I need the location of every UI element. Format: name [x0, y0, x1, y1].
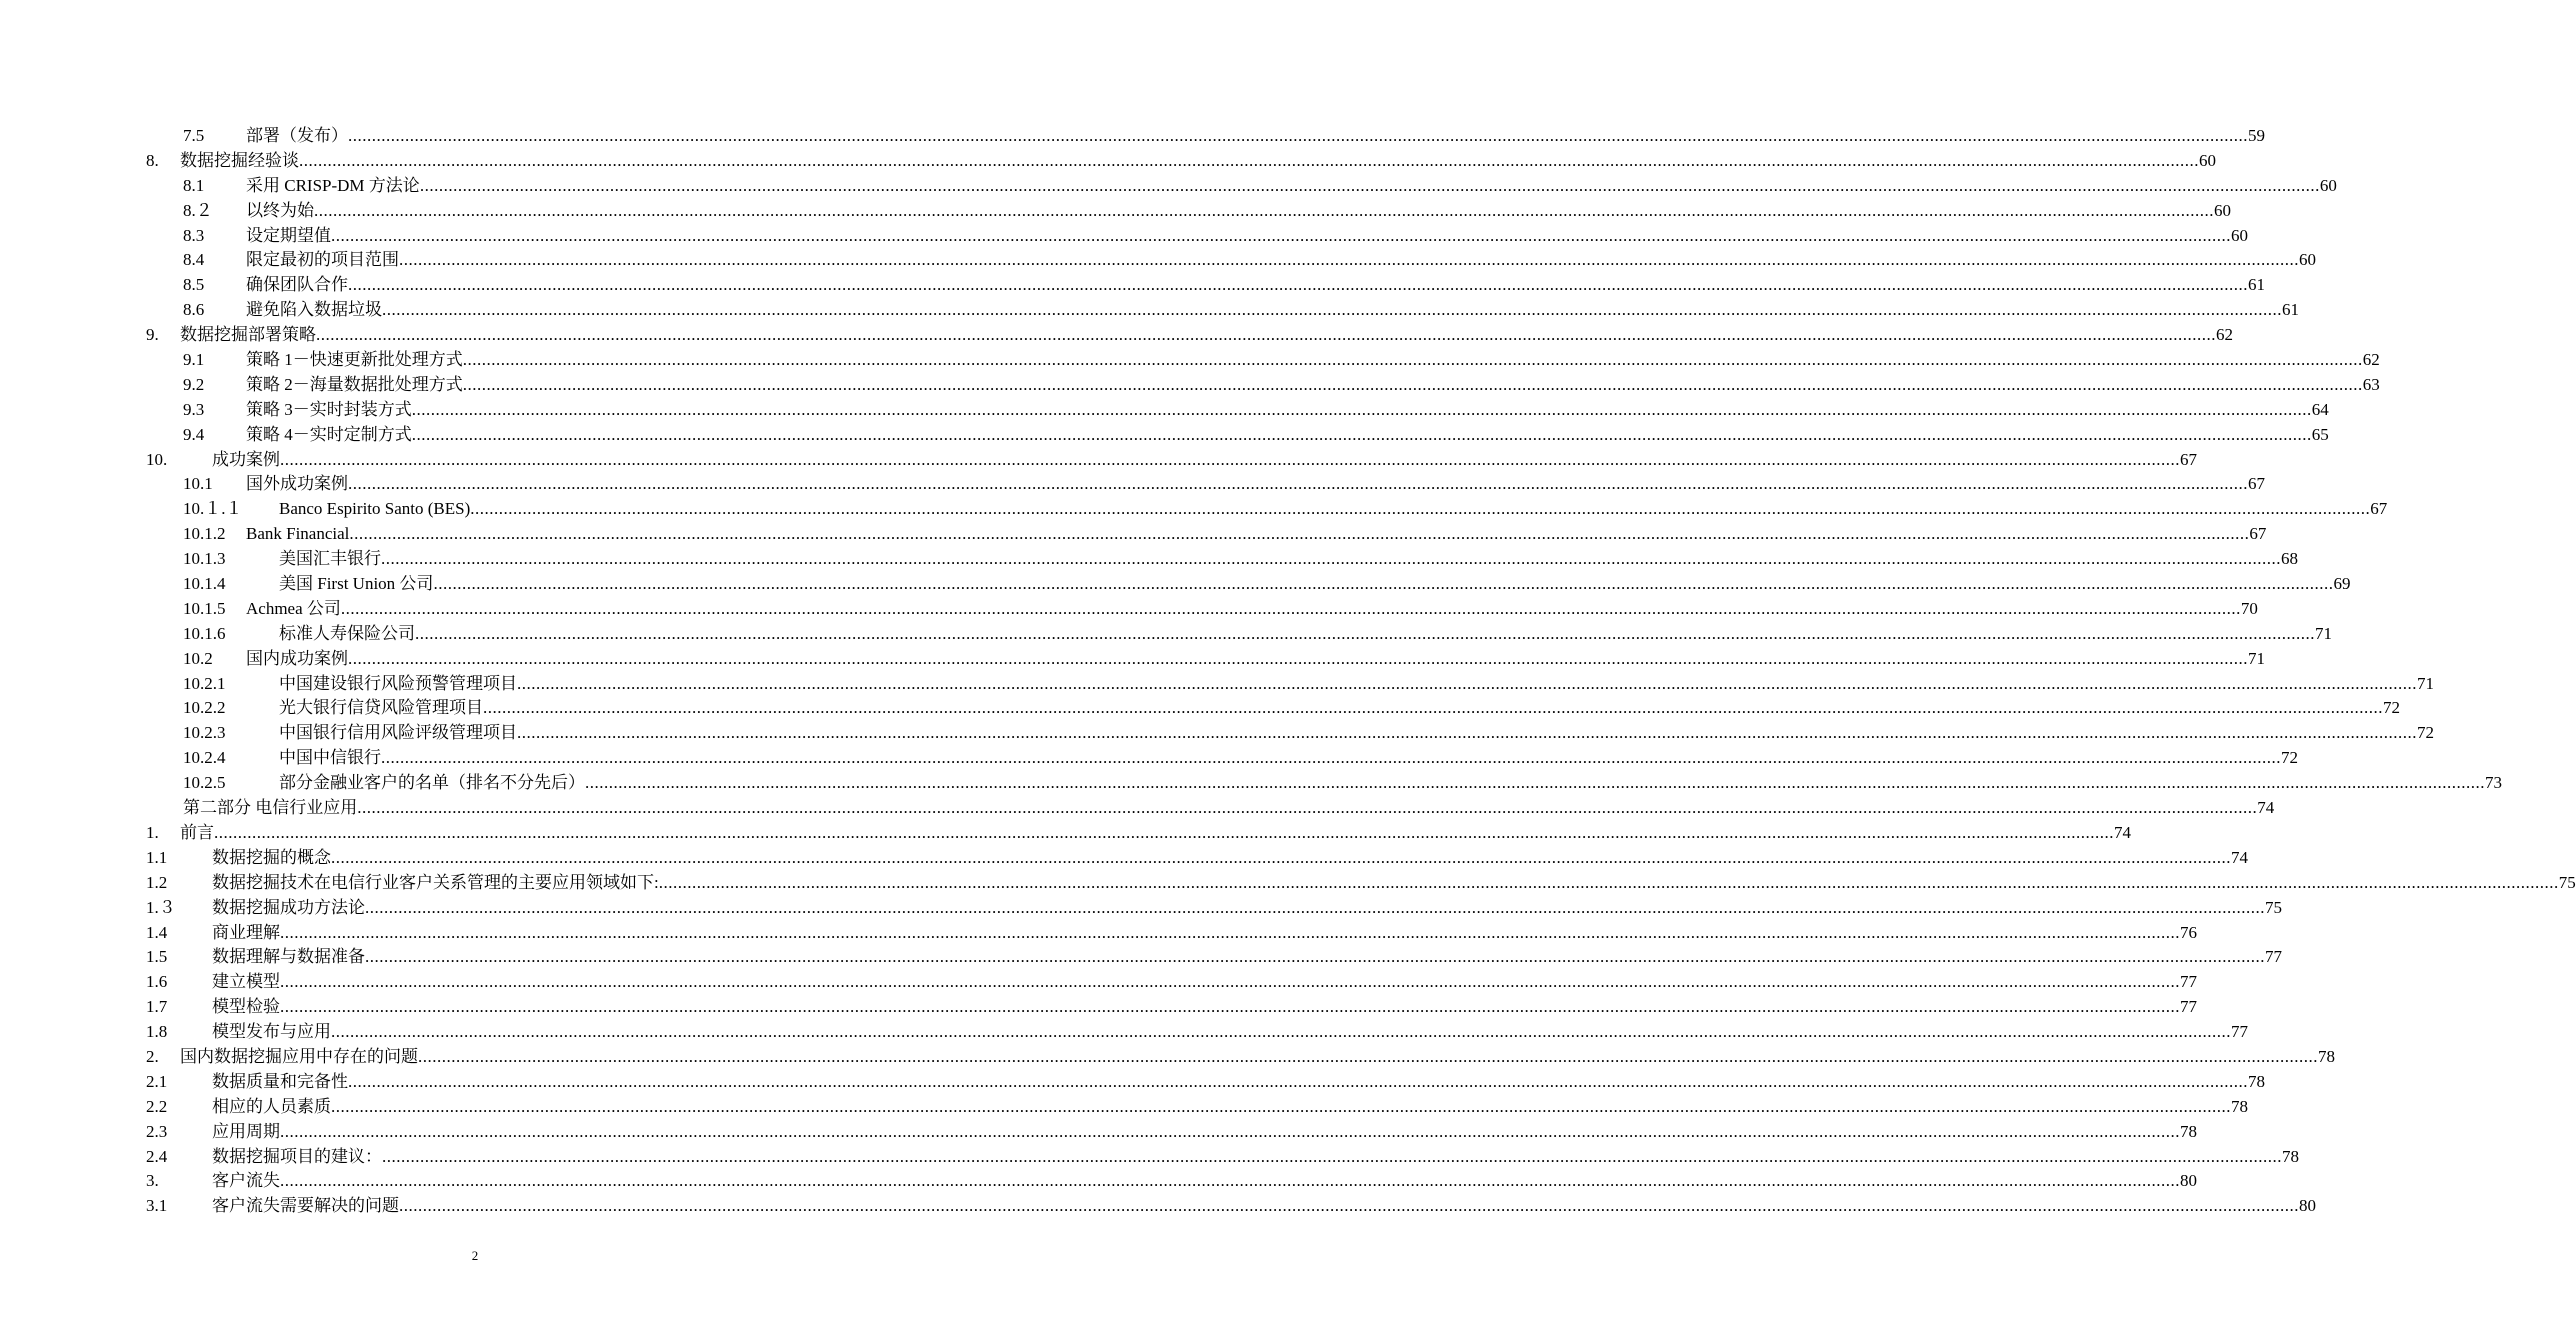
toc-entry-line — [212, 1120, 2197, 1145]
toc-entry-line — [180, 149, 2216, 174]
toc-entry-number: 8.6 — [183, 300, 205, 320]
toc-entry-page: 74 — [2114, 822, 2131, 842]
toc-entry-title: 国外成功案例 — [246, 474, 348, 494]
toc-entry-page: 60 — [2231, 225, 2248, 245]
toc-entry-number: 9.4 — [183, 424, 205, 444]
dot-leader: ................................................................................................................................................................................................................................................................................................................................................................................................................ — [348, 126, 2248, 145]
toc-entry-title: 中国中信银行 — [279, 748, 381, 768]
dot-leader: ................................................................................................................................................................................................................................................................................................................................................................................................................ — [483, 698, 2383, 718]
dot-leader: ................................................................................................................................................................................................................................................................................................................................................................................................................ — [331, 847, 2231, 867]
dot-leader: ................................................................................................................................................................................................................................................................................................................................................................................................................ — [470, 499, 2371, 519]
toc-entry-title: 应用周期 — [212, 1121, 280, 1141]
toc-entry[interactable] — [0, 1194, 2316, 1219]
toc-entry[interactable] — [0, 224, 2248, 249]
dot-leader: ................................................................................................................................................................................................................................................................................................................................................................................................................ — [399, 250, 2299, 270]
toc-entry-number: 10.1.3 — [183, 549, 226, 569]
toc-entry[interactable] — [0, 1045, 2335, 1070]
dot-leader: ................................................................................................................................................................................................................................................................................................................................................................................................................ — [365, 897, 2265, 917]
toc-entry-title: 策略 4－实时定制方式 — [246, 424, 412, 444]
toc-entry-page: 60 — [2299, 250, 2316, 270]
toc-entry[interactable] — [0, 472, 2265, 497]
toc-entry[interactable] — [0, 771, 2502, 796]
toc-entry-line — [212, 1070, 2265, 1095]
toc-entry-number: 1.7 — [146, 997, 168, 1017]
toc-entry-page: 74 — [2257, 798, 2275, 818]
toc-entry-line — [279, 721, 2434, 746]
toc-entry[interactable] — [0, 746, 2298, 771]
toc-entry-title: 建立模型 — [212, 972, 280, 992]
toc-entry[interactable] — [0, 199, 2231, 224]
toc-entry-line — [212, 995, 2197, 1020]
dot-leader: ................................................................................................................................................................................................................................................................................................................................................................................................................ — [280, 922, 2180, 942]
toc-entry-number: 10.1.5 — [183, 598, 226, 618]
toc-entry-page: 78 — [2180, 1121, 2197, 1141]
toc-entry[interactable] — [0, 298, 2299, 323]
toc-entry-title: 前言 — [180, 822, 214, 842]
dot-leader: ................................................................................................................................................................................................................................................................................................................................................................................................................ — [658, 872, 2559, 892]
dot-leader: ................................................................................................................................................................................................................................................................................................................................................................................................................ — [348, 474, 2248, 494]
toc-entry[interactable] — [0, 497, 2388, 522]
toc-entry-title: 光大银行信贷风险管理项目 — [279, 698, 483, 718]
toc-entry-title: 第二部分 电信行业应用 — [183, 798, 358, 818]
toc-entry-line — [212, 1095, 2248, 1120]
toc-entry-line — [279, 746, 2298, 771]
dot-leader: ................................................................................................................................................................................................................................................................................................................................................................................................................ — [348, 1071, 2248, 1091]
dot-leader: ................................................................................................................................................................................................................................................................................................................................................................................................................ — [382, 1146, 2282, 1166]
dot-leader: ................................................................................................................................................................................................................................................................................................................................................................................................................ — [517, 723, 2417, 743]
toc-entry[interactable] — [0, 1145, 2299, 1170]
toc-entry-line — [212, 846, 2248, 871]
toc-entry-title: 数据挖掘技术在电信行业客户关系管理的主要应用领域如下: — [212, 872, 659, 892]
dot-leader: ................................................................................................................................................................................................................................................................................................................................................................................................................ — [280, 449, 2180, 469]
toc-entry[interactable] — [0, 871, 2576, 896]
toc-entry-title: 国内成功案例 — [246, 648, 348, 668]
dot-leader: ................................................................................................................................................................................................................................................................................................................................................................................................................ — [419, 175, 2320, 195]
dot-leader: ................................................................................................................................................................................................................................................................................................................................................................................................................ — [314, 200, 2214, 220]
toc-entry-page: 67 — [2180, 449, 2197, 469]
toc-entry-number: 9.3 — [183, 399, 205, 419]
toc-entry[interactable] — [0, 547, 2298, 572]
dot-leader: ................................................................................................................................................................................................................................................................................................................................................................................................................ — [280, 1121, 2180, 1141]
page-number: 2 — [471, 1248, 479, 1263]
toc-entry-line — [246, 174, 2337, 199]
toc-entry-title: 成功案例 — [212, 449, 280, 469]
dot-leader: ................................................................................................................................................................................................................................................................................................................................................................................................................ — [348, 275, 2248, 295]
toc-entry[interactable] — [0, 622, 2332, 647]
dot-leader: ................................................................................................................................................................................................................................................................................................................................................................................................................ — [280, 1171, 2180, 1191]
toc-entry[interactable] — [0, 448, 2197, 473]
toc-entry-line — [246, 348, 2380, 373]
toc-entry-number: 10.2.1 — [183, 673, 226, 693]
toc-entry[interactable] — [0, 398, 2329, 423]
toc-entry[interactable] — [0, 373, 2380, 398]
dot-leader: ................................................................................................................................................................................................................................................................................................................................................................................................................ — [433, 574, 2334, 594]
toc-entry[interactable] — [0, 572, 2351, 597]
toc-entry-line — [246, 522, 2267, 547]
toc-entry[interactable] — [0, 323, 2233, 348]
toc-entry-line — [279, 771, 2502, 796]
toc-entry-number: 8.1 — [183, 175, 205, 195]
toc-entry-title: 客户流失需要解决的问题 — [212, 1196, 399, 1216]
toc-entry-line — [180, 1045, 2335, 1070]
toc-entry-title: 数据挖掘经验谈 — [180, 150, 299, 170]
toc-entry-title: 采用 CRISP-DM 方法论 — [246, 175, 420, 195]
toc-entry[interactable] — [0, 821, 2131, 846]
toc-entry-title: 中国银行信用风险评级管理项目 — [279, 723, 517, 743]
toc-entry-page: 77 — [2180, 972, 2197, 992]
toc-entry-page: 60 — [2199, 150, 2216, 170]
toc-entry-number: 10.2.3 — [183, 723, 226, 743]
toc-entry-title: 部署（发布） — [246, 126, 348, 145]
toc-entry-line — [246, 224, 2248, 249]
dot-leader: ................................................................................................................................................................................................................................................................................................................................................................................................................ — [331, 225, 2231, 245]
toc-entry-number: 1.1 — [146, 847, 168, 867]
toc-entry-line — [279, 622, 2332, 647]
toc-entry-line — [279, 672, 2434, 697]
toc-entry-page: 70 — [2240, 598, 2258, 618]
toc-entry-line — [212, 1020, 2248, 1045]
toc-entry-page: 74 — [2231, 847, 2248, 867]
toc-entry-title: Bank Financial — [246, 524, 350, 544]
toc-entry-number: 8.4 — [183, 250, 205, 270]
toc-entry-line — [246, 423, 2329, 448]
toc-entry-page: 77 — [2231, 1022, 2248, 1042]
toc-entry-line — [212, 1194, 2316, 1219]
toc-entry-page: 77 — [2265, 947, 2282, 967]
toc-entry[interactable] — [0, 696, 2400, 721]
dot-leader: ................................................................................................................................................................................................................................................................................................................................................................................................................ — [381, 549, 2281, 569]
toc-entry-page: 68 — [2281, 549, 2298, 569]
toc-entry[interactable] — [0, 945, 2282, 970]
toc-entry-line — [246, 398, 2329, 423]
toc-entry-title: 中国建设银行风险预警管理项目 — [279, 673, 517, 693]
toc-entry[interactable] — [0, 423, 2329, 448]
toc-entry-line — [180, 821, 2131, 846]
dot-leader: ................................................................................................................................................................................................................................................................................................................................................................................................................ — [280, 997, 2180, 1017]
toc-entry-line — [246, 124, 2265, 149]
dot-leader: ................................................................................................................................................................................................................................................................................................................................................................................................................ — [462, 374, 2363, 394]
toc-entry[interactable] — [0, 248, 2316, 273]
dot-leader: ................................................................................................................................................................................................................................................................................................................................................................................................................ — [340, 598, 2241, 618]
dot-leader: ................................................................................................................................................................................................................................................................................................................................................................................................................ — [349, 524, 2250, 544]
toc-entry-number: 1.4 — [146, 922, 168, 942]
toc-entry-number: 7.5 — [183, 126, 205, 145]
toc-entry-page: 67 — [2248, 474, 2265, 494]
dot-leader: ................................................................................................................................................................................................................................................................................................................................................................................................................ — [331, 1096, 2231, 1116]
toc-entry-number: 1.5 — [146, 947, 168, 967]
toc-entry-number: 9. — [146, 325, 159, 345]
toc-entry-title: 限定最初的项目范围 — [246, 250, 399, 270]
toc-entry-page: 71 — [2248, 648, 2265, 668]
dot-leader: ................................................................................................................................................................................................................................................................................................................................................................................................................ — [381, 748, 2281, 768]
toc-entry[interactable] — [0, 1169, 2197, 1194]
toc-entry-number: 2.1 — [146, 1071, 168, 1091]
toc-entry-page: 80 — [2180, 1171, 2197, 1191]
toc-entry-line — [246, 273, 2265, 298]
toc-entry-title: 数据挖掘的概念 — [212, 847, 331, 867]
toc-entry-title: 数据质量和完备性 — [212, 1071, 348, 1091]
toc-entry-title: 模型检验 — [212, 997, 280, 1017]
dot-leader: ................................................................................................................................................................................................................................................................................................................................................................................................................ — [517, 673, 2417, 693]
toc-entry-number: 8.5 — [183, 275, 205, 295]
toc-entry-line — [212, 448, 2197, 473]
toc-entry-page: 63 — [2362, 374, 2380, 394]
toc-entry-line — [212, 921, 2197, 946]
toc-entry-line — [246, 373, 2380, 398]
toc-entry-title: 数据理解与数据准备 — [212, 947, 365, 967]
toc-entry-title: 避免陷入数据垃圾 — [246, 300, 382, 320]
toc-entry-line — [212, 1169, 2197, 1194]
toc-entry-number: 10.2.4 — [183, 748, 226, 768]
toc-entry-number: 1.３ — [146, 897, 176, 917]
toc-entry-page: 78 — [2318, 1046, 2335, 1066]
toc-entry-number: 1.8 — [146, 1022, 168, 1042]
toc-entry-title: 国内数据挖掘应用中存在的问题 — [180, 1046, 418, 1066]
toc-entry-line — [246, 199, 2231, 224]
toc-entry-line — [212, 970, 2197, 995]
toc-entry[interactable] — [0, 149, 2216, 174]
toc-entry-line — [212, 1145, 2299, 1170]
toc-entry[interactable] — [0, 995, 2197, 1020]
dot-leader: ................................................................................................................................................................................................................................................................................................................................................................................................................ — [214, 822, 2114, 842]
toc-entry[interactable] — [0, 348, 2380, 373]
toc-entry-page: 59 — [2248, 126, 2265, 145]
dot-leader: ................................................................................................................................................................................................................................................................................................................................................................................................................ — [411, 399, 2312, 419]
toc-entry-title: 数据挖掘部署策略 — [180, 325, 316, 345]
toc-entry-page: 80 — [2299, 1196, 2316, 1216]
toc-entry-number: 10.1.4 — [183, 574, 226, 594]
toc-entry-page: 61 — [2248, 275, 2265, 295]
dot-leader: ................................................................................................................................................................................................................................................................................................................................................................................................................ — [411, 424, 2312, 444]
toc-entry-line — [279, 547, 2298, 572]
toc-entry-title: 商业理解 — [212, 922, 280, 942]
toc-entry-title: 以终为始 — [246, 200, 314, 220]
toc-entry-page: 78 — [2282, 1146, 2299, 1166]
toc-entry-number: 10.１.１ — [183, 499, 243, 519]
dot-leader: ................................................................................................................................................................................................................................................................................................................................................................................................................ — [585, 773, 2485, 793]
toc-entry-number: 10.2.5 — [183, 773, 226, 793]
dot-leader: ................................................................................................................................................................................................................................................................................................................................................................................................................ — [415, 623, 2315, 643]
toc-entry-page: 69 — [2333, 574, 2351, 594]
toc-entry-page: 72 — [2383, 698, 2400, 718]
toc-entry-page: 62 — [2216, 325, 2233, 345]
dot-leader: ................................................................................................................................................................................................................................................................................................................................................................................................................ — [299, 150, 2199, 170]
toc-entry-page: 76 — [2180, 922, 2197, 942]
toc-entry-page: 72 — [2417, 723, 2434, 743]
toc-entry-number: 10.1 — [183, 474, 213, 494]
toc-entry-number: 1.6 — [146, 972, 168, 992]
toc-entry[interactable] — [0, 846, 2248, 871]
toc-entry-page: 60 — [2319, 175, 2337, 195]
toc-entry-page: 75 — [2265, 897, 2282, 917]
toc-entry-title: Achmea 公司 — [246, 598, 341, 618]
toc-entry-number: 1.2 — [146, 872, 168, 892]
toc-entry[interactable] — [0, 1070, 2265, 1095]
dot-leader: ................................................................................................................................................................................................................................................................................................................................................................................................................ — [357, 798, 2258, 818]
dot-leader: ................................................................................................................................................................................................................................................................................................................................................................................................................ — [316, 325, 2216, 345]
toc-entry-page: 72 — [2281, 748, 2298, 768]
dot-leader: ................................................................................................................................................................................................................................................................................................................................................................................................................ — [382, 300, 2282, 320]
toc-entry-page: 75 — [2558, 872, 2576, 892]
toc-entry-title: 策略 2－海量数据批处理方式 — [246, 374, 463, 394]
toc-entry-page: 60 — [2214, 200, 2231, 220]
toc-entry-number: 1. — [146, 822, 159, 842]
toc-entry[interactable] — [0, 647, 2265, 672]
dot-leader: ................................................................................................................................................................................................................................................................................................................................................................................................................ — [399, 1196, 2299, 1216]
toc-entry-title: 数据挖掘成功方法论 — [212, 897, 365, 917]
toc-entry-line — [279, 696, 2400, 721]
toc-entry-title: 策略 1－快速更新批处理方式 — [246, 350, 463, 370]
toc-entry[interactable] — [0, 522, 2267, 547]
dot-leader: ................................................................................................................................................................................................................................................................................................................................................................................................................ — [365, 947, 2265, 967]
toc-entry-line — [212, 945, 2282, 970]
table-of-contents — [0, 124, 2576, 1219]
toc-entry-title: 标准人寿保险公司 — [279, 623, 415, 643]
toc-entry-page: 67 — [2370, 499, 2388, 519]
dot-leader: ................................................................................................................................................................................................................................................................................................................................................................................................................ — [280, 972, 2180, 992]
dot-leader: ................................................................................................................................................................................................................................................................................................................................................................................................................ — [348, 648, 2248, 668]
toc-entry-line — [279, 572, 2351, 597]
toc-entry-number: 2.3 — [146, 1121, 168, 1141]
toc-entry-page: 78 — [2231, 1096, 2248, 1116]
toc-entry-line — [246, 597, 2258, 622]
toc-entry-title: 模型发布与应用 — [212, 1022, 331, 1042]
toc-entry-number: 2.2 — [146, 1096, 168, 1116]
toc-entry-title: 美国 First Union 公司 — [279, 574, 434, 594]
toc-entry-title: 数据挖掘项目的建议： — [212, 1146, 382, 1166]
toc-entry-number: 3. — [146, 1171, 159, 1191]
toc-entry-page: 62 — [2362, 350, 2380, 370]
toc-entry-page: 77 — [2180, 997, 2197, 1017]
toc-entry[interactable] — [0, 1020, 2248, 1045]
toc-entry[interactable] — [0, 1095, 2248, 1120]
dot-leader: ................................................................................................................................................................................................................................................................................................................................................................................................................ — [418, 1046, 2318, 1066]
toc-entry-line — [246, 248, 2316, 273]
toc-entry[interactable] — [0, 597, 2258, 622]
toc-entry-title: 策略 3－实时封装方式 — [246, 399, 412, 419]
toc-entry-title: 相应的人员素质 — [212, 1096, 331, 1116]
toc-entry-number: 8.3 — [183, 225, 205, 245]
toc-entry-number: 10.2.2 — [183, 698, 226, 718]
toc-entry-title: 设定期望值 — [246, 225, 331, 245]
toc-entry[interactable] — [0, 796, 2275, 821]
toc-entry[interactable] — [0, 672, 2434, 697]
toc-entry-page: 71 — [2417, 673, 2434, 693]
toc-entry-number: 9.1 — [183, 350, 205, 370]
toc-entry-page: 64 — [2311, 399, 2329, 419]
toc-entry-number: 8.２ — [183, 200, 213, 220]
toc-entry[interactable] — [0, 970, 2197, 995]
toc-entry[interactable] — [0, 921, 2197, 946]
toc-entry-line — [279, 497, 2388, 522]
toc-entry-line — [212, 871, 2576, 896]
toc-entry-number: 10.1.2 — [183, 524, 226, 544]
toc-entry-line — [183, 796, 2275, 821]
toc-entry-line — [180, 323, 2233, 348]
toc-entry-title: Banco Espirito Santo (BES) — [279, 499, 471, 519]
toc-entry-number: 9.2 — [183, 374, 205, 394]
toc-entry-page: 67 — [2249, 524, 2267, 544]
toc-entry-page: 71 — [2315, 623, 2332, 643]
toc-entry-number: 10.1.6 — [183, 623, 226, 643]
toc-entry-title: 客户流失 — [212, 1171, 280, 1191]
toc-entry[interactable] — [0, 896, 2282, 921]
toc-entry-line — [246, 472, 2265, 497]
toc-entry-line — [246, 647, 2265, 672]
toc-entry[interactable] — [0, 273, 2265, 298]
toc-entry-title: 确保团队合作 — [246, 275, 348, 295]
toc-entry-title: 部分金融业客户的名单（排名不分先后） — [279, 773, 585, 793]
toc-entry-page: 61 — [2282, 300, 2299, 320]
toc-entry-page: 78 — [2248, 1071, 2265, 1091]
toc-entry-number: 2. — [146, 1046, 159, 1066]
toc-entry-number: 10. — [146, 449, 168, 469]
dot-leader: ................................................................................................................................................................................................................................................................................................................................................................................................................ — [331, 1022, 2231, 1042]
toc-entry-page: 65 — [2311, 424, 2329, 444]
toc-entry-page: 73 — [2485, 773, 2502, 793]
toc-entry-number: 3.1 — [146, 1196, 168, 1216]
toc-entry-title: 美国汇丰银行 — [279, 549, 381, 569]
toc-entry[interactable] — [0, 124, 2265, 149]
dot-leader: ................................................................................................................................................................................................................................................................................................................................................................................................................ — [462, 350, 2363, 370]
toc-entry-number: 10.2 — [183, 648, 213, 668]
toc-entry-number: 8. — [146, 150, 159, 170]
toc-entry-line — [212, 896, 2282, 921]
toc-entry-line — [246, 298, 2299, 323]
toc-entry[interactable] — [0, 174, 2337, 199]
toc-entry-number: 2.4 — [146, 1146, 168, 1166]
toc-entry[interactable] — [0, 1120, 2197, 1145]
toc-entry[interactable] — [0, 721, 2434, 746]
